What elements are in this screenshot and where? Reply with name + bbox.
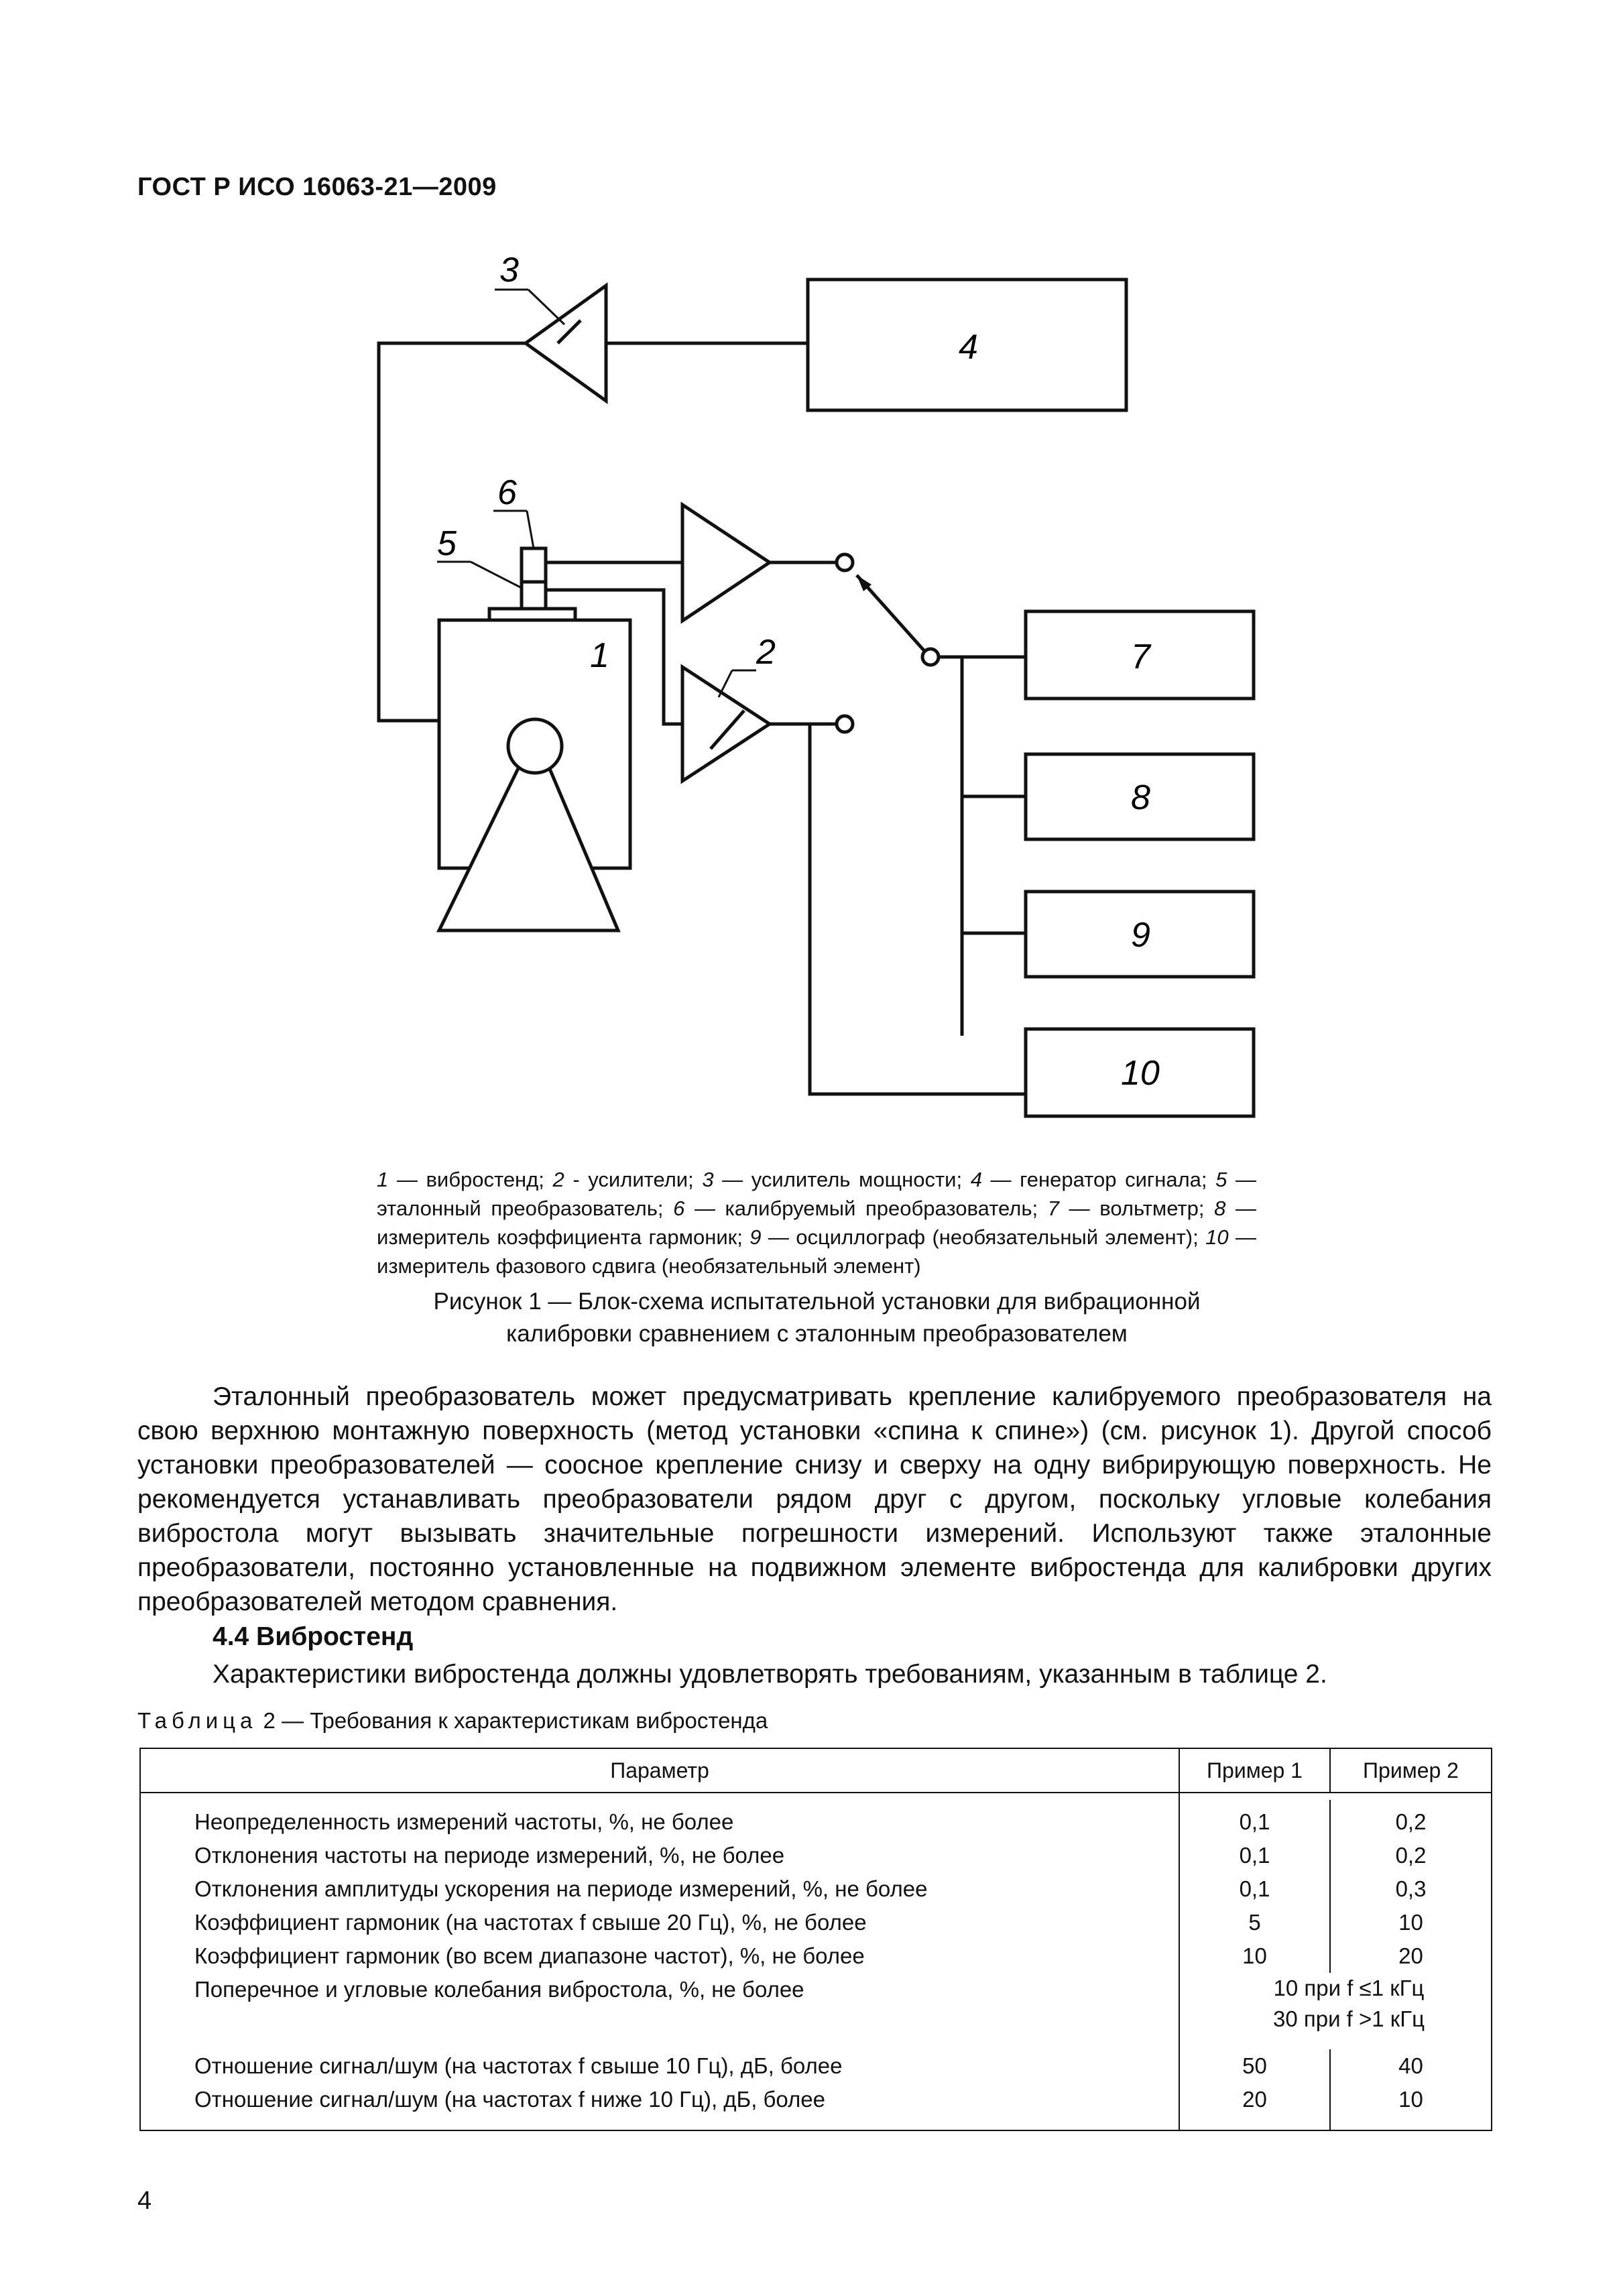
table-row: Поперечное и угловые колебания вибростола, %, не более 10 при f ≤1 кГц 30 при f >1 кГц <box>140 1973 1492 2049</box>
diagram-label-5: 5 <box>437 524 457 563</box>
amplifier-upper <box>682 505 770 621</box>
section-text: Характеристики вибростенда должны удовлетворять требованиям, указанным в таблице 2. <box>213 1660 1327 1689</box>
table-row: Отклонения частоты на периоде измерений, %, не более 0,1 0,2 <box>140 1839 1492 1872</box>
header-parameter: Параметр <box>140 1748 1179 1793</box>
power-amplifier-3 <box>526 286 606 401</box>
diagram-label-4: 4 <box>959 328 978 367</box>
document-header: ГОСТ Р ИСО 16063-21—2009 <box>137 173 497 201</box>
diagram-label-1: 1 <box>590 636 609 675</box>
section-heading: 4.4 Вибростенд <box>213 1622 414 1651</box>
page-number: 4 <box>137 2187 152 2215</box>
table-caption: Таблица 2 — Требования к характеристикам вибростенда <box>137 1708 768 1733</box>
table-row: Неопределенность измерений частоты, %, не более 0,1 0,2 <box>140 1800 1492 1839</box>
reference-transducer <box>522 582 546 609</box>
figure-legend: 1 — вибростенд; 2 - усилители; 3 — усилитель мощности; 4 — генератор сигнала; 5 — эталонный преобразователь; 6 — калибруемый преобразователь; 7 — вольтметр; 8 — измеритель коэффициента гармоник; 9 — осциллограф (необязательный элемент); 10 — измеритель фазового сдвига (необязательный элемент) <box>377 1168 1256 1278</box>
diagram-label-8: 8 <box>1131 778 1150 817</box>
diagram-label-3: 3 <box>499 251 519 290</box>
figure-title: Рисунок 1 — Блок-схема испытательной установки для вибрационной калибровки сравнением с эталонным преобразователем <box>433 1288 1201 1347</box>
exciter-table <box>489 609 575 620</box>
body-paragraph: Эталонный преобразователь может предусматривать крепление калибруемого преобразователя на свою верхнюю монтажную поверхность (метод установки «спина к спине») (см. рисунок 1). Другой способ установки преобразователей — соосное крепление снизу и сверху на одну вибрирующую поверхность. Не рекомендуется устанавливать преобразователи рядом друг с другом, поскольку угловые колебания вибростола могут вызывать значительные погрешности измерений. Используют также эталонные преобразователи, постоянно установленные на подвижном элементе вибростенда для калибровки других преобразователей методом сравнения. <box>137 1382 1492 1616</box>
diagram-label-9: 9 <box>1131 916 1150 955</box>
diagram-label-7: 7 <box>1131 638 1150 676</box>
diagram-label-6: 6 <box>497 473 517 512</box>
calibrated-transducer <box>522 548 546 582</box>
requirements-table <box>139 1748 1492 2131</box>
table-row: Коэффициент гармоник (во всем диапазоне частот), %, не более 10 20 <box>140 1939 1492 1973</box>
diagram-label-10: 10 <box>1121 1054 1160 1093</box>
diagram-label-2: 2 <box>756 633 776 672</box>
table-row: Отношение сигнал/шум (на частотах f свыше 10 Гц), дБ, более 50 40 <box>140 2049 1492 2083</box>
header-example-2: Пример 2 <box>1330 1748 1492 1793</box>
table-row: Отклонения амплитуды ускорения на периоде измерений, %, не более 0,1 0,3 <box>140 1872 1492 1906</box>
exciter-armature <box>508 719 562 773</box>
header-example-1: Пример 1 <box>1179 1748 1330 1793</box>
table-row: Отношение сигнал/шум (на частотах f ниже 10 Гц), дБ, более 20 10 <box>140 2083 1492 2130</box>
table-row: Коэффициент гармоник (на частотах f свыше 20 Гц), %, не более 5 10 <box>140 1906 1492 1939</box>
